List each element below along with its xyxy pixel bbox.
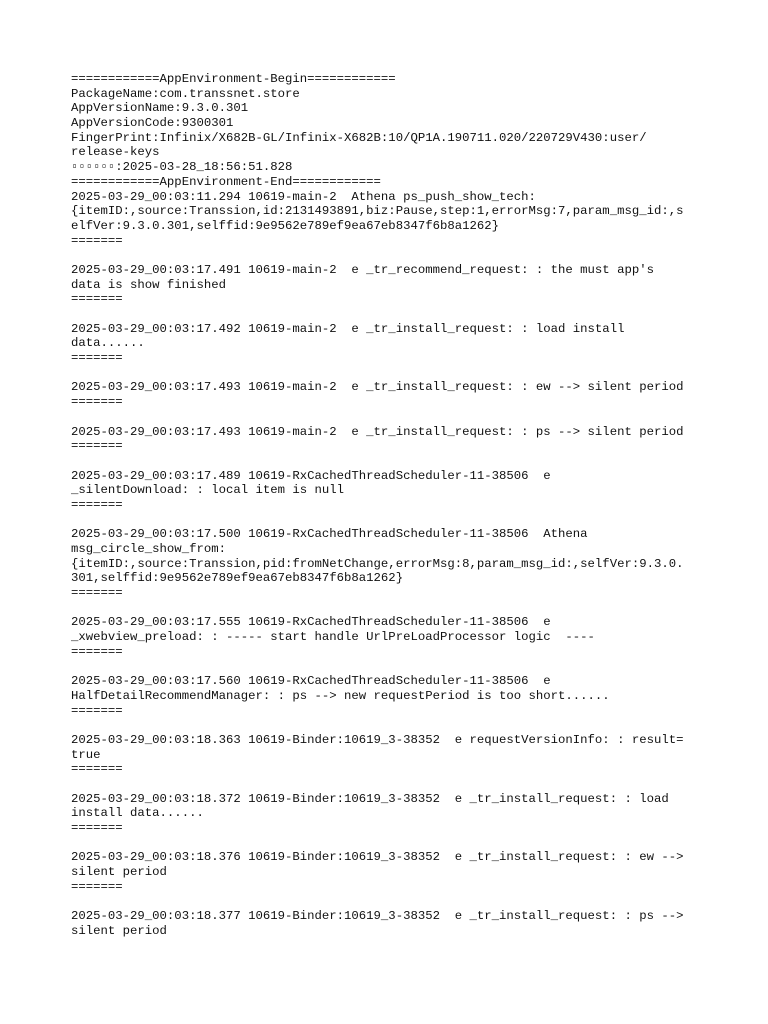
version-name-line: AppVersionName:9.3.0.301 (71, 101, 249, 116)
log-entry-line: {itemID:,source:Transsion,id:2131493891,biz:Pause,step:1,errorMsg:7,param_msg_id:,s (71, 204, 684, 219)
entry-separator: ======= (71, 233, 123, 248)
entry-separator: ======= (71, 762, 123, 777)
blank-line (71, 248, 711, 263)
log-entry-line: elfVer:9.3.0.301,selffid:9e9562e789ef9ea67eb8347f6b8a1262} (71, 218, 500, 233)
entry-separator: ======= (71, 497, 123, 512)
blank-line (71, 660, 711, 675)
log-entry-line: install data...... (71, 806, 204, 821)
entry-separator: ======= (71, 703, 123, 718)
blank-line (71, 777, 711, 792)
blank-line (71, 718, 711, 733)
log-entry-line: 2025-03-29_00:03:18.372 10619-Binder:10619_3-38352 e _tr_install_request: : load (71, 791, 669, 806)
entry-separator: ======= (71, 351, 123, 366)
entry-separator: ======= (71, 879, 123, 894)
blank-line (71, 307, 711, 322)
log-entry-line: true (71, 747, 101, 762)
log-entry (71, 322, 711, 381)
log-document (71, 72, 711, 939)
log-entry (71, 380, 711, 424)
log-entry-line: 2025-03-29_00:03:11.294 10619-main-2 Athena ps_push_show_tech: (71, 189, 536, 204)
log-entry-line: 2025-03-29_00:03:17.489 10619-RxCachedThreadScheduler-11-38506 e (71, 468, 551, 483)
fingerprint-line: FingerPrint:Infinix/X682B-GL/Infinix-X682B:10/QP1A.190711.020/220729V430:user/ (71, 130, 647, 145)
log-entry-line: HalfDetailRecommendManager: : ps --> new requestPeriod is too short...... (71, 688, 610, 703)
log-entry-line: 2025-03-29_00:03:17.560 10619-RxCachedThreadScheduler-11-38506 e (71, 674, 551, 689)
blank-line (71, 836, 711, 851)
blank-line (71, 513, 711, 528)
entry-separator: ======= (71, 292, 123, 307)
log-entry-line: data...... (71, 336, 145, 351)
log-entry (71, 909, 711, 938)
entry-separator: ======= (71, 439, 123, 454)
log-entry-line: silent period (71, 865, 167, 880)
blank-line (71, 895, 711, 910)
log-entries (71, 190, 711, 939)
blank-line (71, 601, 711, 616)
log-entry-line: 2025-03-29_00:03:18.376 10619-Binder:10619_3-38352 e _tr_install_request: : ew --> (71, 850, 684, 865)
entry-separator: ======= (71, 586, 123, 601)
log-entry-line: 2025-03-29_00:03:17.493 10619-main-2 e _tr_install_request: : ps --> silent period (71, 424, 684, 439)
log-entry (71, 527, 711, 615)
log-entry-line: 2025-03-29_00:03:17.493 10619-main-2 e _tr_install_request: : ew --> silent period (71, 380, 684, 395)
entry-separator: ======= (71, 821, 123, 836)
log-entry-line: 2025-03-29_00:03:18.377 10619-Binder:10619_3-38352 e _tr_install_request: : ps --> (71, 909, 684, 924)
log-entry-line: _silentDownload: : local item is null (71, 483, 345, 498)
log-entry-line: 2025-03-29_00:03:17.492 10619-main-2 e _tr_install_request: : load install (71, 321, 625, 336)
env-end-line: ============AppEnvironment-End============ (71, 174, 381, 189)
log-entry (71, 850, 711, 909)
log-entry-line: 2025-03-29_00:03:17.555 10619-RxCachedThreadScheduler-11-38506 e (71, 615, 551, 630)
log-entry (71, 792, 711, 851)
version-code-line: AppVersionCode:9300301 (71, 116, 234, 131)
log-entry (71, 425, 711, 469)
log-entry-line: 2025-03-29_00:03:17.491 10619-main-2 e _tr_recommend_request: : the must app's (71, 262, 654, 277)
log-entry-line: silent period (71, 923, 167, 938)
log-entry (71, 190, 711, 263)
entry-separator: ======= (71, 644, 123, 659)
log-entry-line: data is show finished (71, 277, 226, 292)
log-entry-line: 301,selffid:9e9562e789ef9ea67eb8347f6b8a1262} (71, 571, 404, 586)
log-entry (71, 615, 711, 674)
blank-line (71, 366, 711, 381)
blank-line (71, 454, 711, 469)
timestamp-line: ▫▫▫▫▫▫:2025-03-28_18:56:51.828 (71, 160, 293, 175)
fingerprint-line-cont: release-keys (71, 145, 160, 160)
log-entry-line: {itemID:,source:Transsion,pid:fromNetChange,errorMsg:8,param_msg_id:,selfVer:9.3.0. (71, 556, 684, 571)
log-entry-line: 2025-03-29_00:03:17.500 10619-RxCachedThreadScheduler-11-38506 Athena (71, 527, 588, 542)
log-entry-line: _xwebview_preload: : ----- start handle UrlPreLoadProcessor logic ---- (71, 630, 595, 645)
log-entry-line: 2025-03-29_00:03:18.363 10619-Binder:10619_3-38352 e requestVersionInfo: : result= (71, 732, 684, 747)
package-name-line: PackageName:com.transsnet.store (71, 86, 300, 101)
log-entry (71, 674, 711, 733)
blank-line (71, 410, 711, 425)
log-entry-line: msg_circle_show_from: (71, 542, 226, 556)
env-begin-line: ============AppEnvironment-Begin============ (71, 72, 396, 86)
log-entry (71, 469, 711, 528)
log-entry (71, 263, 711, 322)
log-entry (71, 733, 711, 792)
entry-separator: ======= (71, 395, 123, 410)
